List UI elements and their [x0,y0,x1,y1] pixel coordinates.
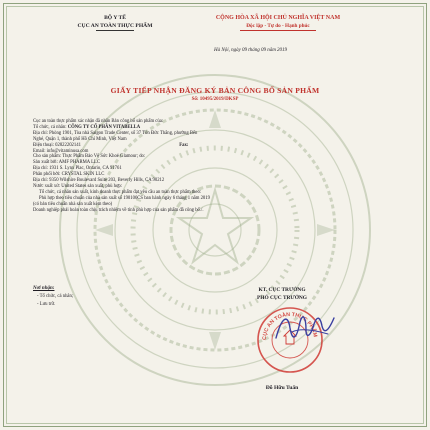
document-title: GIẤY TIẾP NHẬN ĐĂNG KÝ BẢN CÔNG BỐ SẢN PHẨM [110,86,320,95]
address-line-2: Nghé, Quận 1, thành phố Hồ Chí Minh, Việt Nam [33,136,127,142]
phone-label: Điện thoại: [33,142,54,148]
signature-title-1: KT. CỤC TRƯỞNG [258,287,306,293]
compliance-line-3: (có bản tiêu chuẩn nhà sản xuất kèm theo) [33,201,113,207]
organization-value: CÔNG TY CỔ PHẦN VITABELLA [67,124,141,130]
address-label: Địa chỉ: [33,130,48,136]
national-motto: Độc lập - Tự do - Hạnh phúc [246,23,310,29]
agency-name: CỤC AN TOÀN THỰC PHẨM [77,23,153,29]
stamp-text: CỤC AN TOÀN THỰC PHẨM [261,311,318,341]
distributor-value: CRYSTAL SKIN LLC [61,172,105,178]
ministry-name: BỘ Y TẾ [104,15,126,21]
manufacturer-address-value: 1931 S. Lynx Plac, Ontario, CA 91761 [49,166,122,172]
address-value-1: Phòng 1901, Tòa nhà Saigon Trade Center, số 37 Tôn Đức Thắng, phường Bến [49,130,198,136]
phone-value: 02822202141 [55,142,81,148]
email-label: Email: [33,148,46,154]
recipients-label: Nơi nhận: [33,286,55,291]
motto-underline [240,30,316,31]
certificate-body [33,119,393,214]
issue-date: Hà Nội, ngày 09 tháng 09 năm 2019 [214,48,288,53]
recipient-item-2: - Lưu trữ. [37,302,56,307]
origin-line: Nước xuất xứ: United States sản xuất, phù hợp: [33,183,123,189]
manufacturer-value: AMF PHARMA LLC [58,160,100,166]
compliance-line-2: Phù hợp theo tiêu chuẩn của nhà sản xuất số 190106CS ban hành ngày 6 tháng 1 năm 2019 [39,195,210,201]
fax-label: Fax: [179,142,189,148]
manufacturer-address-label: Địa chỉ: [33,166,48,172]
organization-label: Tổ chức, cá nhân: [33,124,67,130]
distributor-label: Phân phối bởi: [33,172,61,178]
republic-name: CỘNG HÒA XÃ HỘI CHỦ NGHĨA VIỆT NAM [215,15,341,21]
agency-underline [96,30,134,31]
email-value: info@vitaminusa.com [46,148,89,154]
recipient-item-1: - Tổ chức, cá nhân; [37,294,74,299]
handwritten-signature [270,308,340,348]
distributor-address-value: 9350 Wilshire Boulevard Suite 203, Beverly Hills, CA 90212 [49,178,165,184]
product-line: Cho sản phẩm: Thực Phẩm Bảo Vệ Sức Khoẻ Glamour; do: [33,154,146,160]
signature-title-2: PHÓ CỤC TRƯỞNG [256,295,307,301]
intro-line: Cục an toàn thực phẩm xác nhận đã nhận Bản công bố sản phẩm của: [33,119,164,124]
manufacturer-label: Sản xuất bởi: [33,160,58,166]
signer-name: Đỗ Hữu Tuấn [265,385,299,391]
responsibility-line: Doanh nghiệp phải hoàn toàn chịu trách nhiệm về tính phù hợp của sản phẩm đã công bố./. [33,207,204,213]
document-number: Số: 10495/2019/DKSP [191,97,239,102]
distributor-address-label: Địa chỉ: [33,178,48,184]
compliance-line-1: Tổ chức, cá nhân sản xuất, kinh doanh thực phẩm đạt yêu cầu an toàn thực phẩm theo: [39,189,202,195]
